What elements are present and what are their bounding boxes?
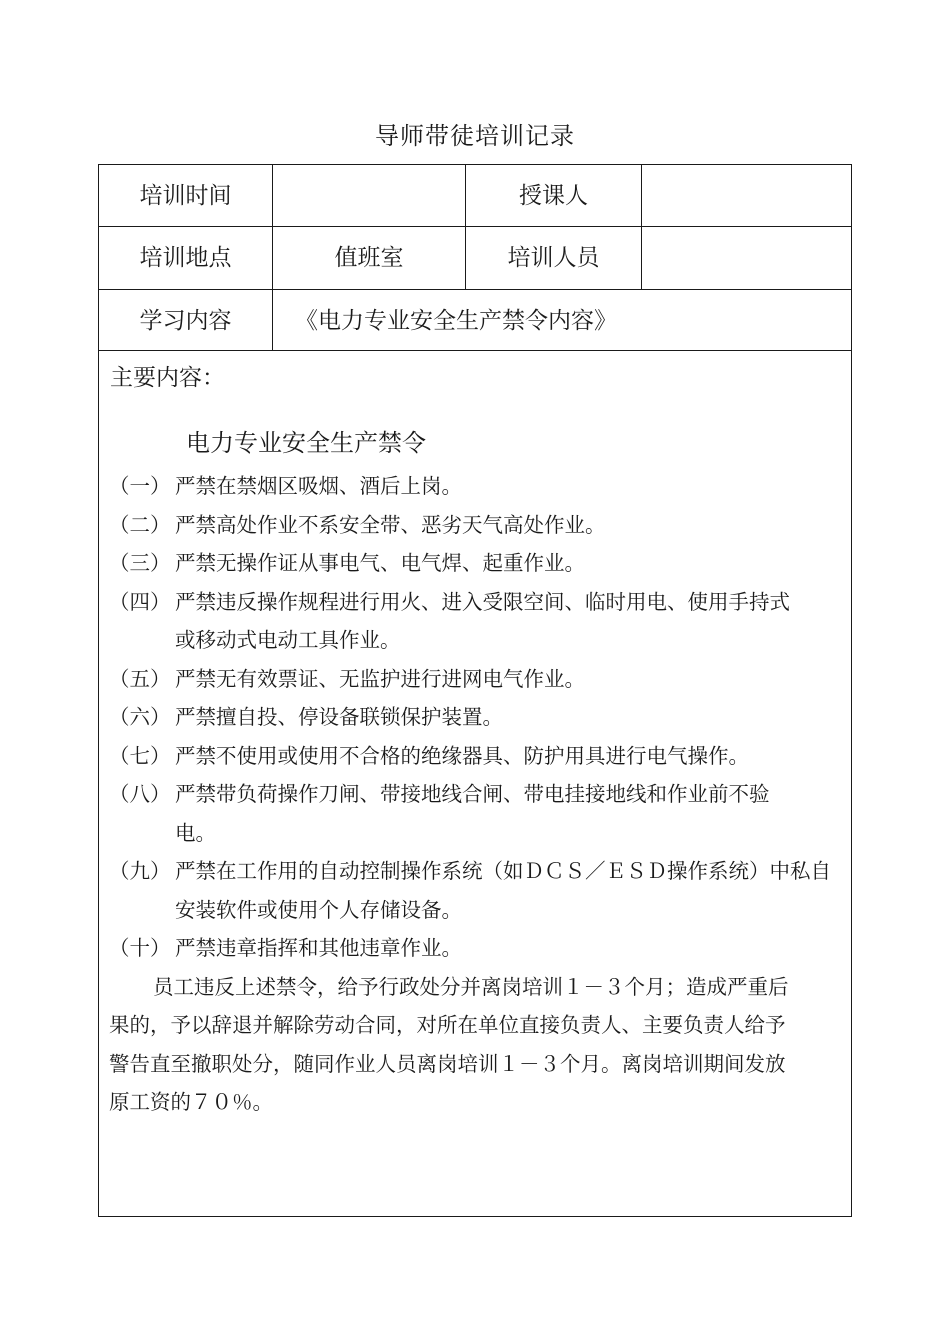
item-text: 严禁不使用或使用不合格的绝缘器具、防护用具进行电气操作。 (175, 743, 749, 768)
trainees-label: 培训人员 (466, 227, 642, 290)
training-place-value[interactable]: 值班室 (273, 227, 466, 290)
item-text: 严禁在禁烟区吸烟、酒后上岗。 (175, 474, 462, 498)
item-number: （五） (109, 666, 171, 691)
list-item (109, 506, 844, 545)
training-time-value[interactable] (273, 165, 466, 227)
item-number: （七） (109, 743, 171, 768)
item-number: （一） (109, 474, 171, 498)
item-number: （六） (109, 705, 171, 729)
lecturer-label: 授课人 (466, 165, 642, 227)
item-text: 严禁擅自投、停设备联锁保护装置。 (175, 705, 503, 729)
list-item (109, 775, 844, 852)
list-item (109, 583, 844, 660)
table-row (99, 227, 852, 290)
list-item (109, 467, 844, 506)
trainees-value[interactable] (642, 227, 852, 290)
main-content-body (109, 423, 844, 1122)
item-text: 严禁无有效票证、无监护进行进网电气作业。 (175, 666, 585, 691)
item-text: 严禁违反操作规程进行用火、进入受限空间、临时用电、使用手持式或移动式电动工具作业。 (175, 589, 790, 652)
list-item (109, 737, 844, 776)
table-row (99, 351, 852, 1217)
penalty-paragraph: 员工违反上述禁令，给予行政处分并离岗培训１－３个月；造成严重后果的，予以辞退并解除劳动合同，对所在单位直接负责人、主要负责人给予警告直至撤职处分，随同作业人员离岗培训１－３个月。离岗培训期间发放原工资的７０％。 (109, 974, 789, 1114)
list-item (109, 544, 844, 583)
item-text: 严禁在工作用的自动控制操作系统（如ＤＣＳ／ＥＳＤ操作系统）中私自安装软件或使用个人存储设备。 (175, 859, 831, 922)
content-value[interactable]: 《电力专业安全生产禁令内容》 (273, 290, 852, 351)
training-record-table (98, 164, 852, 1217)
item-number: （四） (109, 589, 171, 614)
list-item (109, 929, 844, 968)
training-time-label: 培训时间 (99, 165, 273, 227)
item-number: （十） (109, 936, 171, 960)
item-number: （三） (109, 551, 171, 575)
list-item (109, 698, 844, 737)
item-number: （八） (109, 782, 171, 806)
training-place-label: 培训地点 (99, 227, 273, 290)
item-text: 严禁违章指挥和其他违章作业。 (175, 936, 462, 960)
item-text: 严禁带负荷操作刀闸、带接地线合闸、带电挂接地线和作业前不验电。 (175, 782, 770, 845)
item-text: 严禁无操作证从事电气、电气焊、起重作业。 (175, 551, 585, 575)
content-label: 学习内容 (99, 290, 273, 351)
lecturer-value[interactable] (642, 165, 852, 227)
section-heading: 电力专业安全生产禁令 (186, 429, 426, 457)
item-number: （二） (109, 512, 171, 537)
list-item (109, 852, 844, 929)
table-row (99, 290, 852, 351)
list-item (109, 660, 844, 699)
item-number: （九） (109, 859, 171, 883)
main-content-label: 主要内容： (110, 365, 225, 391)
item-text: 严禁高处作业不系安全带、恶劣天气高处作业。 (175, 512, 606, 537)
main-content-cell (99, 351, 852, 1217)
table-row (99, 165, 852, 227)
document-title: 导师带徒培训记录 (375, 122, 575, 150)
